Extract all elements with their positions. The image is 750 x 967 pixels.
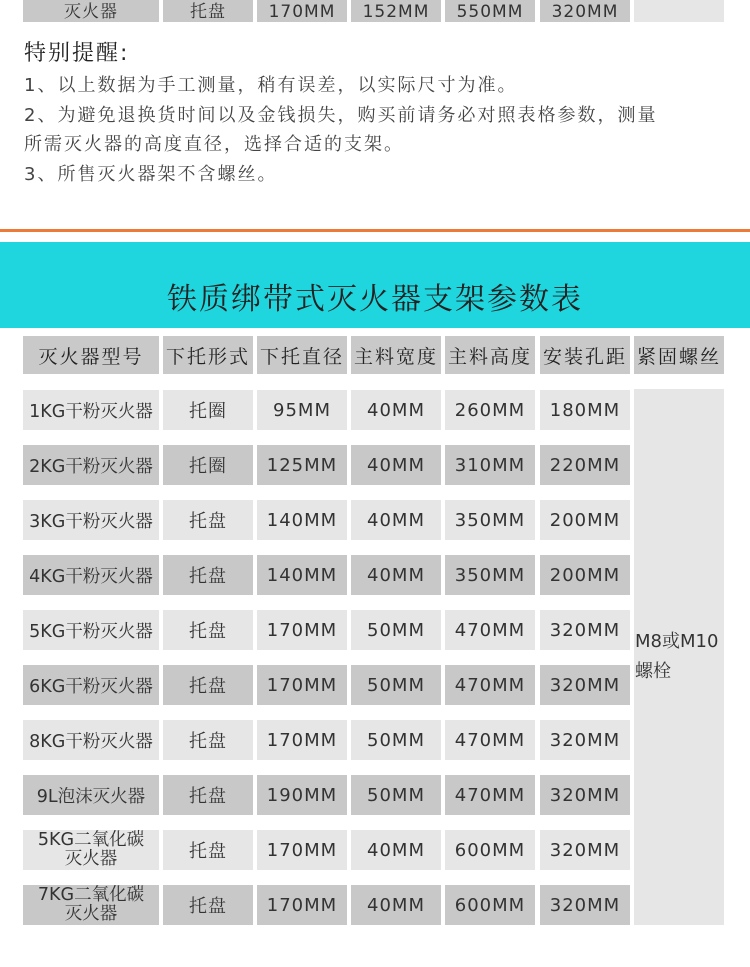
row-1-main-width: 40MM (351, 390, 441, 430)
notes-title: 特别提醒: (24, 41, 130, 66)
note-line-4: 3、所售灭火器架不含螺丝。 (24, 163, 278, 185)
row-9-main-width: 40MM (351, 830, 441, 870)
row-4-model: 4KG干粉灭火器 (23, 555, 159, 595)
row-5-support-diameter: 170MM (257, 610, 347, 650)
row-9-main-height: 600MM (445, 830, 535, 870)
row-8-support-type: 托盘 (163, 775, 253, 815)
row-10-main-height: 600MM (445, 885, 535, 925)
row-6-main-width: 50MM (351, 665, 441, 705)
note-line-3: 所需灭火器的高度直径，选择合适的支架。 (24, 134, 404, 155)
row-6-main-height: 470MM (445, 665, 535, 705)
row-9-model: 5KG二氧化碳 灭火器 (23, 830, 159, 870)
row-5-main-width: 50MM (351, 610, 441, 650)
top-row-cell-height: 550MM (445, 0, 535, 22)
row-3-main-height: 350MM (445, 500, 535, 540)
row-8-main-height: 470MM (445, 775, 535, 815)
row-10-main-width: 40MM (351, 885, 441, 925)
row-5-hole-spacing: 320MM (540, 610, 630, 650)
row-8-hole-spacing: 320MM (540, 775, 630, 815)
row-3-main-width: 40MM (351, 500, 441, 540)
notes-section (24, 36, 724, 189)
top-row-cell-model: 灭火器 (23, 0, 159, 22)
row-3-hole-spacing: 200MM (540, 500, 630, 540)
row-10-support-type: 托盘 (163, 885, 253, 925)
top-row-cell-type: 托盘 (163, 0, 253, 22)
row-5-support-type: 托盘 (163, 610, 253, 650)
row-10-hole-spacing: 320MM (540, 885, 630, 925)
header-hole-spacing: 安装孔距 (540, 336, 630, 374)
row-8-support-diameter: 190MM (257, 775, 347, 815)
header-main-width: 主料宽度 (351, 336, 441, 374)
top-row-cell-diameter: 170MM (257, 0, 347, 22)
row-7-model: 8KG干粉灭火器 (23, 720, 159, 760)
header-support-diameter: 下托直径 (257, 336, 347, 374)
row-10-model: 7KG二氧化碳 灭火器 (23, 885, 159, 925)
top-row-cell-width: 152MM (351, 0, 441, 22)
row-4-support-type: 托盘 (163, 555, 253, 595)
row-2-main-height: 310MM (445, 445, 535, 485)
row-7-hole-spacing: 320MM (540, 720, 630, 760)
row-7-main-height: 470MM (445, 720, 535, 760)
row-3-support-type: 托盘 (163, 500, 253, 540)
row-6-support-diameter: 170MM (257, 665, 347, 705)
row-8-main-width: 50MM (351, 775, 441, 815)
top-row-cell-bolt (634, 0, 724, 22)
note-line-1: 1、以上数据为手工测量，稍有误差，以实际尺寸为准。 (24, 75, 518, 96)
row-9-support-type: 托盘 (163, 830, 253, 870)
row-7-support-diameter: 170MM (257, 720, 347, 760)
row-10-support-diameter: 170MM (257, 885, 347, 925)
row-2-model: 2KG干粉灭火器 (23, 445, 159, 485)
header-main-height: 主料高度 (445, 336, 535, 374)
row-9-support-diameter: 170MM (257, 830, 347, 870)
row-5-model: 5KG干粉灭火器 (23, 610, 159, 650)
table-title: 铁质绑带式灭火器支架参数表 (167, 282, 583, 317)
row-4-hole-spacing: 200MM (540, 555, 630, 595)
header-model: 灭火器型号 (23, 336, 159, 374)
row-2-support-diameter: 125MM (257, 445, 347, 485)
header-support-type: 下托形式 (163, 336, 253, 374)
row-2-support-type: 托圈 (163, 445, 253, 485)
top-row-cell-spacing: 320MM (540, 0, 630, 22)
row-4-support-diameter: 140MM (257, 555, 347, 595)
row-6-model: 6KG干粉灭火器 (23, 665, 159, 705)
row-7-main-width: 50MM (351, 720, 441, 760)
row-1-model: 1KG干粉灭火器 (23, 390, 159, 430)
row-6-support-type: 托盘 (163, 665, 253, 705)
row-3-support-diameter: 140MM (257, 500, 347, 540)
row-1-main-height: 260MM (445, 390, 535, 430)
row-3-model: 3KG干粉灭火器 (23, 500, 159, 540)
row-2-hole-spacing: 220MM (540, 445, 630, 485)
row-5-main-height: 470MM (445, 610, 535, 650)
row-6-hole-spacing: 320MM (540, 665, 630, 705)
header-bolt: 紧固螺丝 (634, 336, 724, 374)
section-divider (0, 229, 750, 232)
row-9-hole-spacing: 320MM (540, 830, 630, 870)
row-4-main-height: 350MM (445, 555, 535, 595)
row-1-support-diameter: 95MM (257, 390, 347, 430)
row-1-support-type: 托圈 (163, 390, 253, 430)
row-7-support-type: 托盘 (163, 720, 253, 760)
row-1-hole-spacing: 180MM (540, 390, 630, 430)
row-4-main-width: 40MM (351, 555, 441, 595)
bolt-cell: M8或M10 螺栓 (634, 389, 724, 925)
note-line-2: 2、为避免退换货时间以及金钱损失，购买前请务必对照表格参数，测量 (24, 104, 658, 126)
row-8-model: 9L泡沫灭火器 (23, 775, 159, 815)
row-2-main-width: 40MM (351, 445, 441, 485)
